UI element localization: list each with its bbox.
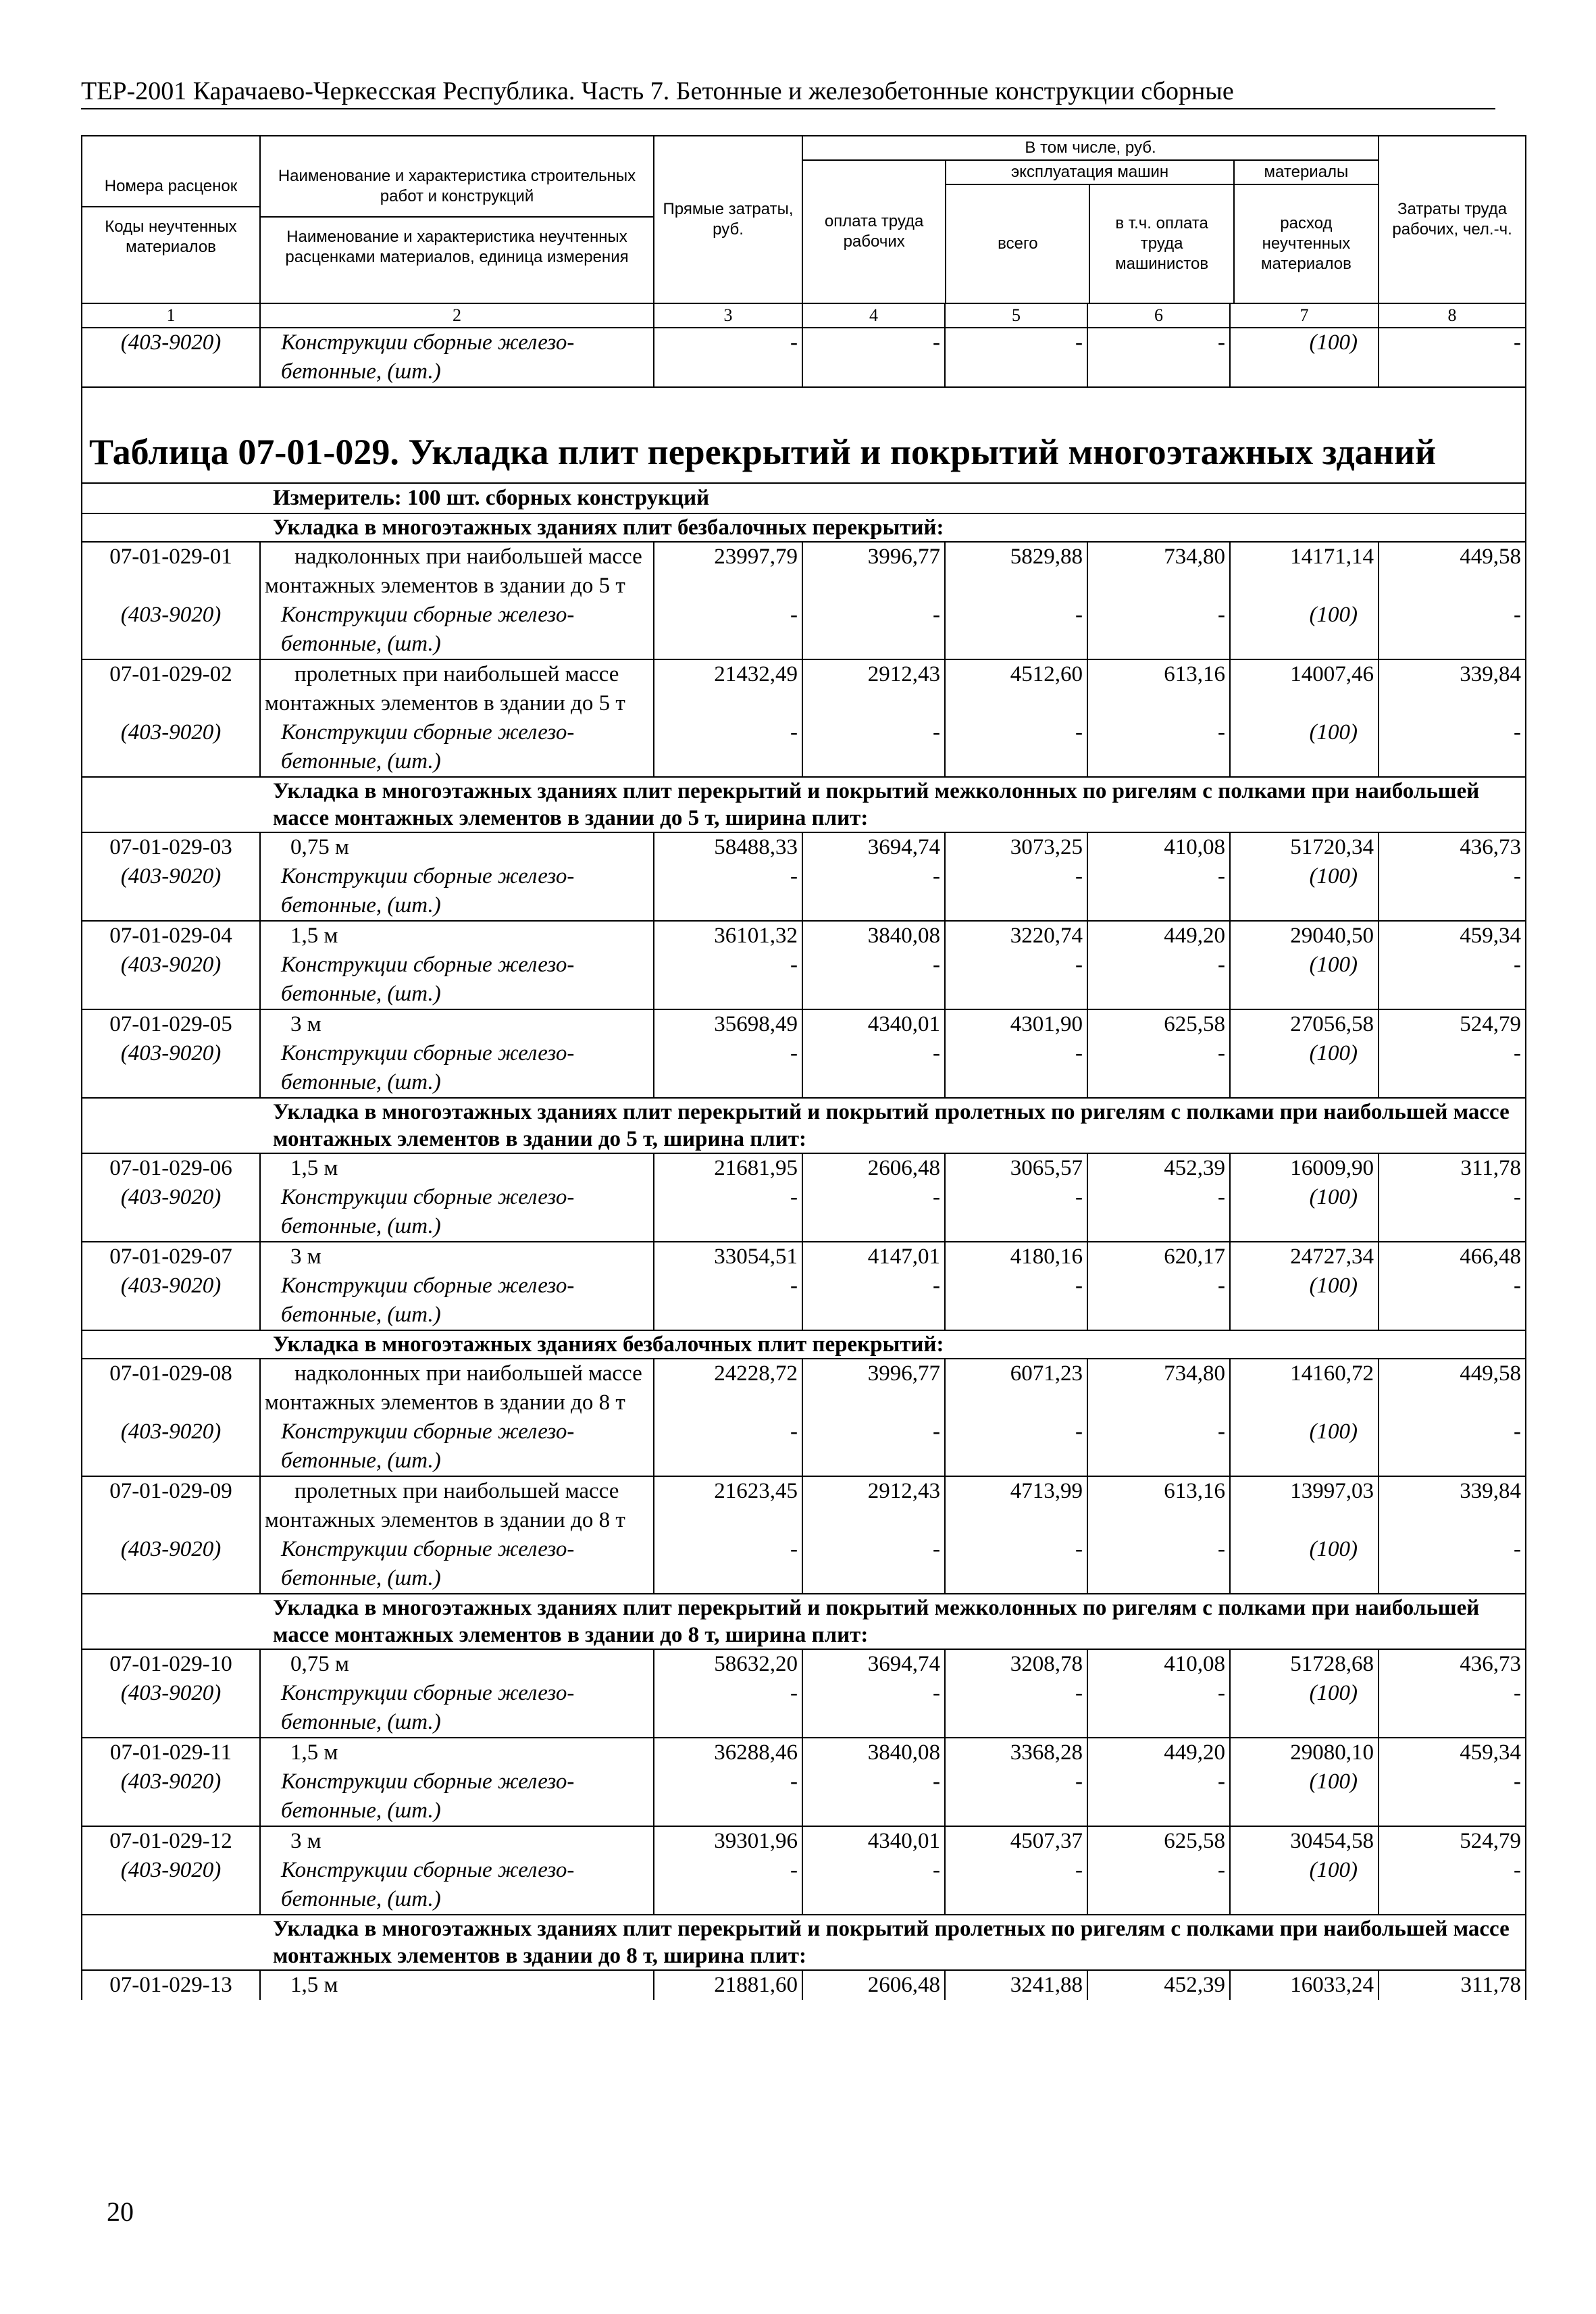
rate-value: 452,39	[1087, 1970, 1230, 2000]
table-row	[82, 1476, 1526, 1535]
table-row	[82, 1738, 1526, 1767]
section-heading: Укладка в многоэтажных зданиях плит перекрытий и покрытий межколонных по ригелям с полками при наибольшей массе монтажных элементов в здании до 5 т, ширина плит:	[82, 777, 1526, 832]
section-heading: Укладка в многоэтажных зданиях плит безбалочных перекрытий:	[82, 513, 1526, 542]
rate-value: 449,58	[1379, 1359, 1526, 1417]
material-value: -	[1379, 601, 1526, 659]
material-value: -	[945, 1767, 1087, 1826]
rate-value: 35698,49	[654, 1009, 802, 1039]
table-row	[82, 1242, 1526, 1272]
material-value: -	[654, 1183, 802, 1242]
rate-value: 734,80	[1087, 1359, 1230, 1417]
material-name: Конструкции сборные железо-бетонные, (шт.)	[260, 1417, 654, 1476]
material-code: (403-9020)	[82, 1272, 260, 1330]
material-value: -	[802, 1417, 945, 1476]
material-value: -	[945, 951, 1087, 1009]
material-value: -	[802, 1039, 945, 1098]
rate-value: 58632,20	[654, 1649, 802, 1679]
work-name: надколонных при наибольшей массе монтажных элементов в здании до 8 т	[260, 1359, 654, 1417]
rate-value: 2606,48	[802, 1153, 945, 1183]
rate-value: 436,73	[1379, 832, 1526, 862]
material-code: (403-9020)	[82, 601, 260, 659]
section-row	[82, 1098, 1526, 1153]
rate-value: 29080,10	[1230, 1738, 1379, 1767]
work-name: 3 м	[260, 1826, 654, 1856]
table-title: Таблица 07-01-029. Укладка плит перекрытий и покрытий многоэтажных зданий	[82, 387, 1526, 483]
material-value: -	[802, 1535, 945, 1594]
table-row	[82, 659, 1526, 718]
rate-code: 07-01-029-07	[82, 1242, 260, 1272]
material-value: -	[654, 1272, 802, 1330]
material-value: (100)	[1230, 951, 1379, 1009]
material-value: -	[1087, 1856, 1230, 1915]
material-value: (100)	[1230, 862, 1379, 921]
rate-value: 36101,32	[654, 921, 802, 951]
material-row	[82, 1039, 1526, 1098]
material-value: -	[945, 1679, 1087, 1738]
material-code: (403-9020)	[82, 1183, 260, 1242]
material-value: -	[802, 951, 945, 1009]
material-row	[82, 1272, 1526, 1330]
material-row	[82, 1535, 1526, 1594]
material-value: -	[1379, 1272, 1526, 1330]
rate-code: 07-01-029-01	[82, 542, 260, 601]
head-machines: эксплуатация машин	[946, 161, 1233, 185]
rate-value: 16009,90	[1230, 1153, 1379, 1183]
material-value: -	[1087, 1417, 1230, 1476]
material-value: -	[802, 601, 945, 659]
material-row	[82, 328, 1526, 387]
rate-value: 625,58	[1087, 1009, 1230, 1039]
rate-value: 625,58	[1087, 1826, 1230, 1856]
page-number: 20	[107, 2196, 134, 2227]
material-value: -	[1087, 718, 1230, 777]
rate-value: 620,17	[1087, 1242, 1230, 1272]
head-breakdown	[802, 136, 1379, 303]
material-row	[82, 1767, 1526, 1826]
rate-value: 21681,95	[654, 1153, 802, 1183]
material-value: -	[1087, 1183, 1230, 1242]
material-value: -	[1087, 1039, 1230, 1098]
rate-value: 51728,68	[1230, 1649, 1379, 1679]
rate-value: 449,20	[1087, 1738, 1230, 1767]
material-row	[82, 1679, 1526, 1738]
rate-value: 30454,58	[1230, 1826, 1379, 1856]
rate-value: 4713,99	[945, 1476, 1087, 1535]
rate-value: 3694,74	[802, 832, 945, 862]
material-name: Конструкции сборные железо-бетонные, (шт.)	[260, 718, 654, 777]
column-number: 2	[260, 303, 654, 328]
rates-table	[81, 135, 1526, 2000]
material-value: -	[945, 1272, 1087, 1330]
material-value: -	[802, 1856, 945, 1915]
rate-value: 58488,33	[654, 832, 802, 862]
material-code: (403-9020)	[82, 951, 260, 1009]
rate-code: 07-01-029-04	[82, 921, 260, 951]
table-row	[82, 921, 1526, 951]
rate-code: 07-01-029-05	[82, 1009, 260, 1039]
head-rate-numbers: Номера расценок	[82, 172, 259, 207]
material-name: Конструкции сборные железо-бетонные, (шт.)	[260, 328, 654, 387]
material-value: -	[1379, 328, 1526, 387]
rate-value: 3840,08	[802, 921, 945, 951]
table-row	[82, 1826, 1526, 1856]
material-code: (403-9020)	[82, 718, 260, 777]
rate-code: 07-01-029-10	[82, 1649, 260, 1679]
material-name: Конструкции сборные железо-бетонные, (шт.)	[260, 1767, 654, 1826]
rate-value: 33054,51	[654, 1242, 802, 1272]
rate-value: 14007,46	[1230, 659, 1379, 718]
rate-value: 449,58	[1379, 542, 1526, 601]
rate-value: 459,34	[1379, 1738, 1526, 1767]
rate-code: 07-01-029-02	[82, 659, 260, 718]
material-value: -	[945, 1535, 1087, 1594]
rate-value: 14160,72	[1230, 1359, 1379, 1417]
material-value: -	[1379, 1767, 1526, 1826]
rate-value: 3840,08	[802, 1738, 945, 1767]
material-value: (100)	[1230, 1856, 1379, 1915]
rate-value: 452,39	[1087, 1153, 1230, 1183]
section-row	[82, 1915, 1526, 1970]
material-value: -	[1379, 1679, 1526, 1738]
rate-value: 311,78	[1379, 1153, 1526, 1183]
material-value: -	[802, 328, 945, 387]
rate-value: 21623,45	[654, 1476, 802, 1535]
material-value: -	[1379, 862, 1526, 921]
material-value: -	[1379, 951, 1526, 1009]
material-value: -	[802, 1767, 945, 1826]
rate-value: 449,20	[1087, 921, 1230, 951]
material-name: Конструкции сборные железо-бетонные, (шт.)	[260, 1679, 654, 1738]
rate-value: 4147,01	[802, 1242, 945, 1272]
material-name: Конструкции сборные железо-бетонные, (шт.)	[260, 1856, 654, 1915]
material-value: -	[1087, 328, 1230, 387]
material-name: Конструкции сборные железо-бетонные, (шт.)	[260, 601, 654, 659]
table-row	[82, 542, 1526, 601]
rate-value: 3073,25	[945, 832, 1087, 862]
material-code: (403-9020)	[82, 328, 260, 387]
material-row	[82, 1417, 1526, 1476]
work-name: 3 м	[260, 1009, 654, 1039]
material-name: Конструкции сборные железо-бетонные, (шт.)	[260, 1272, 654, 1330]
rate-value: 4180,16	[945, 1242, 1087, 1272]
measure-unit: Измеритель: 100 шт. сборных конструкций	[82, 483, 1526, 513]
rate-code: 07-01-029-09	[82, 1476, 260, 1535]
rate-code: 07-01-029-03	[82, 832, 260, 862]
material-value: (100)	[1230, 1767, 1379, 1826]
material-value: -	[1379, 1417, 1526, 1476]
rate-value: 3208,78	[945, 1649, 1087, 1679]
material-value: (100)	[1230, 718, 1379, 777]
table-row	[82, 1970, 1526, 2000]
rate-value: 6071,23	[945, 1359, 1087, 1417]
head-machines-total: всего	[946, 185, 1090, 303]
material-value: -	[1087, 951, 1230, 1009]
material-value: -	[654, 1679, 802, 1738]
rate-value: 4340,01	[802, 1826, 945, 1856]
material-value: -	[945, 601, 1087, 659]
material-value: -	[1379, 1856, 1526, 1915]
table-row	[82, 1009, 1526, 1039]
rate-value: 339,84	[1379, 1476, 1526, 1535]
material-value: (100)	[1230, 1417, 1379, 1476]
material-value: (100)	[1230, 601, 1379, 659]
rate-value: 410,08	[1087, 832, 1230, 862]
rate-value: 339,84	[1379, 659, 1526, 718]
material-value: -	[1379, 1535, 1526, 1594]
material-value: (100)	[1230, 1535, 1379, 1594]
material-value: -	[654, 862, 802, 921]
rate-value: 436,73	[1379, 1649, 1526, 1679]
material-name: Конструкции сборные железо-бетонные, (шт.)	[260, 862, 654, 921]
rate-value: 14171,14	[1230, 542, 1379, 601]
rate-value: 311,78	[1379, 1970, 1526, 2000]
section-row	[82, 1594, 1526, 1649]
rate-value: 4512,60	[945, 659, 1087, 718]
rate-value: 3065,57	[945, 1153, 1087, 1183]
rate-value: 29040,50	[1230, 921, 1379, 951]
work-name: 1,5 м	[260, 1153, 654, 1183]
material-row	[82, 601, 1526, 659]
material-name: Конструкции сборные железо-бетонные, (шт.)	[260, 1039, 654, 1098]
material-value: -	[1379, 1039, 1526, 1098]
work-name: 1,5 м	[260, 1970, 654, 2000]
head-incl: В том числе, руб.	[803, 136, 1378, 161]
rate-value: 613,16	[1087, 659, 1230, 718]
rate-value: 21881,60	[654, 1970, 802, 2000]
rate-value: 466,48	[1379, 1242, 1526, 1272]
column-numbers-row	[82, 303, 1526, 328]
material-value: -	[654, 328, 802, 387]
material-row	[82, 718, 1526, 777]
material-code: (403-9020)	[82, 1679, 260, 1738]
material-code: (403-9020)	[82, 1039, 260, 1098]
material-value: -	[802, 1679, 945, 1738]
column-number: 3	[654, 303, 802, 328]
material-name: Конструкции сборные железо-бетонные, (шт.)	[260, 1183, 654, 1242]
rate-value: 3996,77	[802, 542, 945, 601]
head-material-name: Наименование и характеристика неучтенных расценками материалов, единица измерения	[285, 228, 629, 266]
material-value: -	[654, 1417, 802, 1476]
material-value: -	[1087, 862, 1230, 921]
table-row	[82, 1359, 1526, 1417]
rate-value: 4340,01	[802, 1009, 945, 1039]
page-header: ТЕР-2001 Карачаево-Черкесская Республика. Часть 7. Бетонные и железобетонные конструкции сборные	[81, 74, 1495, 109]
head-machinists-pay: в т.ч. оплата труда машинистов	[1115, 214, 1209, 273]
material-code: (403-9020)	[82, 1417, 260, 1476]
rate-value: 3368,28	[945, 1738, 1087, 1767]
material-row	[82, 1183, 1526, 1242]
section-heading: Укладка в многоэтажных зданиях безбалочных плит перекрытий:	[82, 1330, 1526, 1359]
rate-code: 07-01-029-13	[82, 1970, 260, 2000]
rate-value: 3220,74	[945, 921, 1087, 951]
material-value: -	[802, 718, 945, 777]
material-value: -	[945, 328, 1087, 387]
material-value: -	[1379, 1183, 1526, 1242]
head-work-name: Наименование и характеристика строительных работ и конструкций	[261, 162, 653, 218]
material-value: -	[945, 1417, 1087, 1476]
rate-value: 5829,88	[945, 542, 1087, 601]
rate-value: 39301,96	[654, 1826, 802, 1856]
material-value: -	[1379, 718, 1526, 777]
material-value: -	[1087, 1535, 1230, 1594]
rate-value: 24727,34	[1230, 1242, 1379, 1272]
material-code: (403-9020)	[82, 1767, 260, 1826]
work-name: пролетных при наибольшей массе монтажных элементов в здании до 8 т	[260, 1476, 654, 1535]
table-row	[82, 832, 1526, 862]
rate-value: 27056,58	[1230, 1009, 1379, 1039]
material-value: (100)	[1230, 1183, 1379, 1242]
rate-value: 13997,03	[1230, 1476, 1379, 1535]
rate-value: 2912,43	[802, 659, 945, 718]
work-name: 1,5 м	[260, 921, 654, 951]
material-value: (100)	[1230, 328, 1379, 387]
section-heading: Укладка в многоэтажных зданиях плит перекрытий и покрытий пролетных по ригелям с полками при наибольшей массе монтажных элементов в здании до 5 т, ширина плит:	[82, 1098, 1526, 1153]
material-value: -	[802, 1272, 945, 1330]
material-code: (403-9020)	[82, 862, 260, 921]
section-row	[82, 1330, 1526, 1359]
material-value: -	[802, 862, 945, 921]
rate-value: 16033,24	[1230, 1970, 1379, 2000]
work-name: надколонных при наибольшей массе монтажных элементов в здании до 5 т	[260, 542, 654, 601]
head-materials: материалы	[1235, 161, 1378, 185]
rate-value: 21432,49	[654, 659, 802, 718]
material-value: -	[945, 718, 1087, 777]
material-value: -	[945, 1039, 1087, 1098]
material-value: (100)	[1230, 1272, 1379, 1330]
rate-code: 07-01-029-08	[82, 1359, 260, 1417]
material-name: Конструкции сборные железо-бетонные, (шт.)	[260, 1535, 654, 1594]
work-name: пролетных при наибольшей массе монтажных элементов в здании до 5 т	[260, 659, 654, 718]
rate-value: 524,79	[1379, 1826, 1526, 1856]
work-name: 3 м	[260, 1242, 654, 1272]
column-number: 1	[82, 303, 260, 328]
material-row	[82, 1856, 1526, 1915]
head-labor-pay: оплата труда рабочих	[803, 161, 946, 303]
material-value: -	[945, 862, 1087, 921]
rate-value: 410,08	[1087, 1649, 1230, 1679]
rate-value: 51720,34	[1230, 832, 1379, 862]
table-row	[82, 1153, 1526, 1183]
column-number: 8	[1379, 303, 1526, 328]
rate-code: 07-01-029-11	[82, 1738, 260, 1767]
material-value: -	[654, 1856, 802, 1915]
material-value: -	[945, 1183, 1087, 1242]
section-heading: Укладка в многоэтажных зданиях плит перекрытий и покрытий пролетных по ригелям с полками при наибольшей массе монтажных элементов в здании до 8 т, ширина плит:	[82, 1915, 1526, 1970]
material-value: -	[654, 951, 802, 1009]
work-name: 1,5 м	[260, 1738, 654, 1767]
rate-code: 07-01-029-06	[82, 1153, 260, 1183]
material-value: -	[654, 1535, 802, 1594]
work-name: 0,75 м	[260, 1649, 654, 1679]
rate-value: 3241,88	[945, 1970, 1087, 2000]
column-number: 7	[1230, 303, 1379, 328]
rate-value: 459,34	[1379, 921, 1526, 951]
material-value: -	[654, 718, 802, 777]
rate-value: 2912,43	[802, 1476, 945, 1535]
section-row	[82, 513, 1526, 542]
material-value: -	[1087, 601, 1230, 659]
column-number: 5	[945, 303, 1087, 328]
material-row	[82, 862, 1526, 921]
material-value: -	[654, 1039, 802, 1098]
material-value: (100)	[1230, 1679, 1379, 1738]
material-code: (403-9020)	[82, 1856, 260, 1915]
material-value: -	[1087, 1679, 1230, 1738]
head-labor-cost: Затраты труда рабочих, чел.-ч.	[1379, 136, 1526, 303]
material-value: -	[802, 1183, 945, 1242]
rate-value: 524,79	[1379, 1009, 1526, 1039]
rate-value: 734,80	[1087, 542, 1230, 601]
table-row	[82, 1649, 1526, 1679]
head-material-codes: Коды неучтенных материалов	[105, 218, 237, 256]
material-code: (403-9020)	[82, 1535, 260, 1594]
rate-value: 24228,72	[654, 1359, 802, 1417]
rate-value: 23997,79	[654, 542, 802, 601]
rate-value: 3996,77	[802, 1359, 945, 1417]
rate-value: 2606,48	[802, 1970, 945, 2000]
material-value: (100)	[1230, 1039, 1379, 1098]
work-name: 0,75 м	[260, 832, 654, 862]
head-names	[260, 136, 654, 303]
material-value: -	[945, 1856, 1087, 1915]
material-name: Конструкции сборные железо-бетонные, (шт.)	[260, 951, 654, 1009]
material-value: -	[1087, 1272, 1230, 1330]
material-value: -	[654, 601, 802, 659]
column-number: 4	[802, 303, 945, 328]
rate-value: 36288,46	[654, 1738, 802, 1767]
rate-value: 4507,37	[945, 1826, 1087, 1856]
rate-value: 4301,90	[945, 1009, 1087, 1039]
rate-code: 07-01-029-12	[82, 1826, 260, 1856]
material-value: -	[1087, 1767, 1230, 1826]
column-number: 6	[1087, 303, 1230, 328]
head-materials-use: расход неучтенных материалов	[1260, 214, 1352, 273]
section-row	[82, 777, 1526, 832]
head-codes	[82, 136, 260, 303]
head-direct-costs: Прямые затраты, руб.	[654, 136, 802, 303]
section-heading: Укладка в многоэтажных зданиях плит перекрытий и покрытий межколонных по ригелям с полками при наибольшей массе монтажных элементов в здании до 8 т, ширина плит:	[82, 1594, 1526, 1649]
rate-value: 3694,74	[802, 1649, 945, 1679]
material-row	[82, 951, 1526, 1009]
rate-value: 613,16	[1087, 1476, 1230, 1535]
material-value: -	[654, 1767, 802, 1826]
